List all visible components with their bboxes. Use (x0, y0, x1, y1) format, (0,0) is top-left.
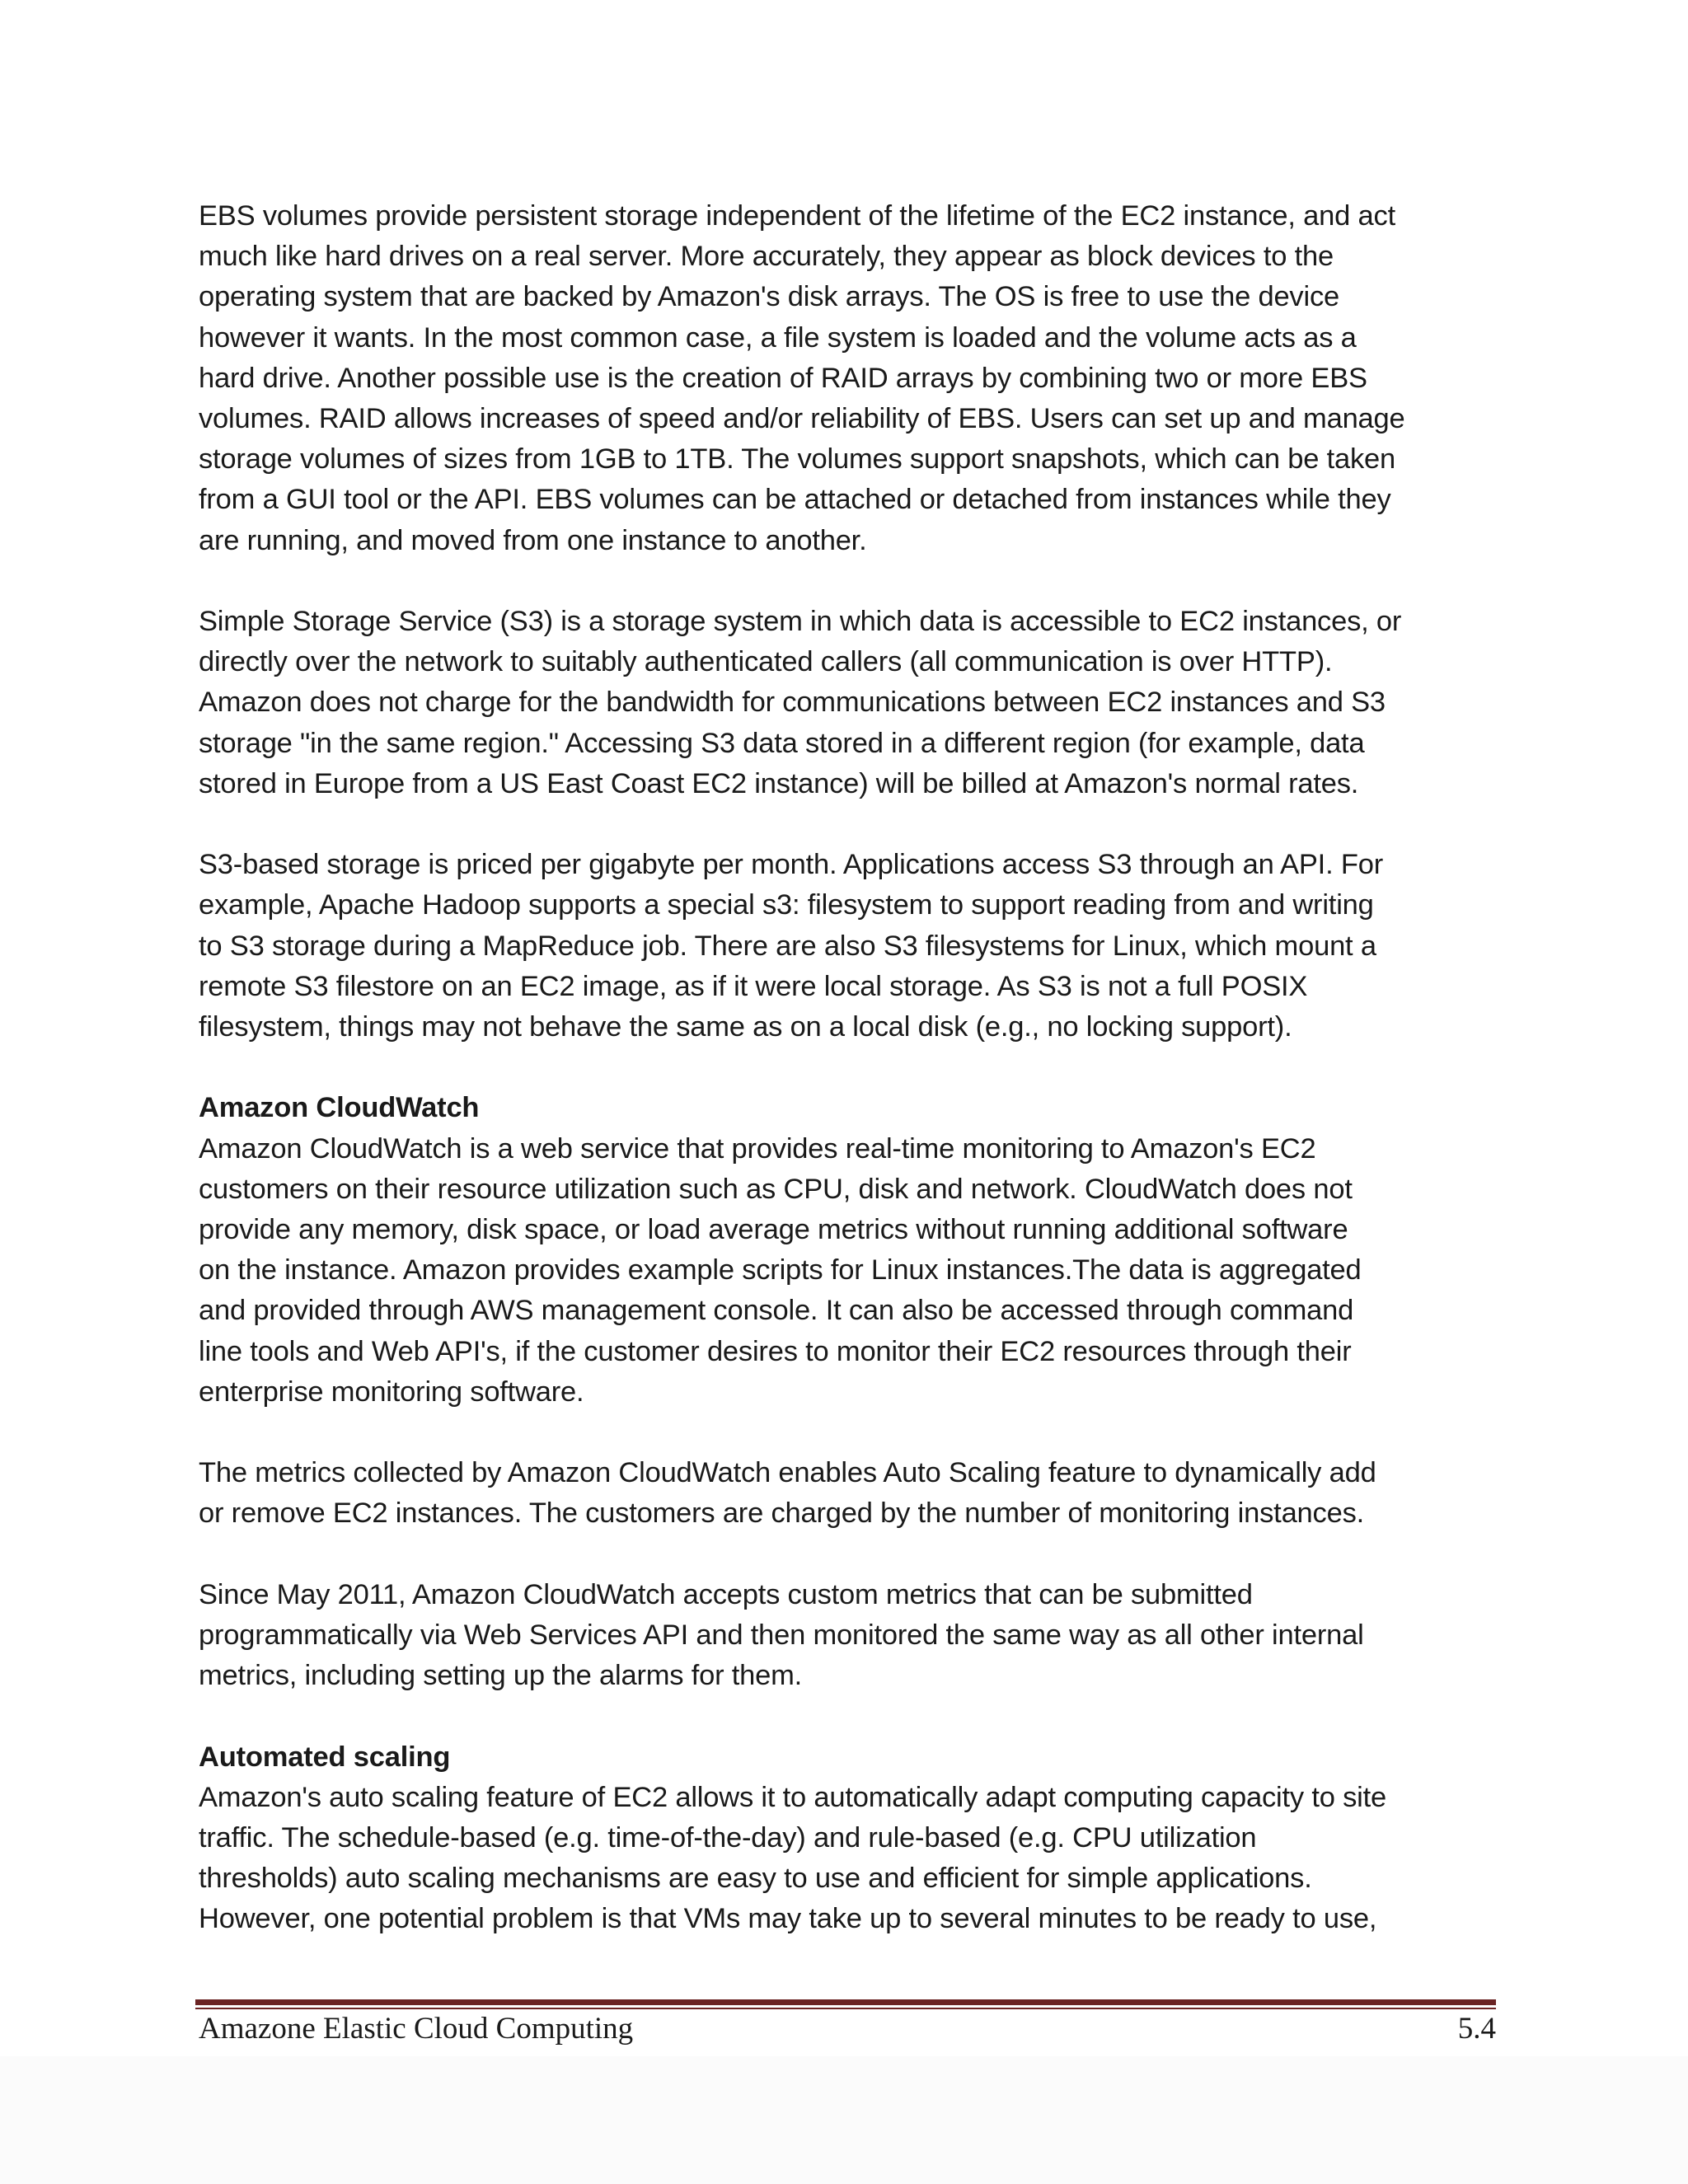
text-line: customers on their resource utilization such as CPU, disk and network. CloudWatch does not (199, 1173, 1353, 1205)
text-line: filesystem, things may not behave the same as on a local disk (e.g., no locking support). (199, 1011, 1292, 1043)
footer-divider-thin (195, 2008, 1496, 2009)
page-number: 5.4 (1457, 2012, 1496, 2046)
text-line: However, one potential problem is that VMs may take up to several minutes to be ready to use, (199, 1903, 1377, 1935)
text-line: programmatically via Web Services API and then monitored the same way as all other internal (199, 1619, 1364, 1652)
text-line: remote S3 filestore on an EC2 image, as if it were local storage. As S3 is not a full POSIX (199, 970, 1308, 1002)
text-line: traffic. The schedule-based (e.g. time-of-the-day) and rule-based (e.g. CPU utilization (199, 1822, 1257, 1854)
text-line: or remove EC2 instances. The customers are charged by the number of monitoring instances. (199, 1497, 1365, 1530)
section-heading: Automated scaling (199, 1741, 451, 1773)
page-footer (199, 2011, 1496, 2046)
document-body (199, 196, 1501, 1980)
text-line: The metrics collected by Amazon CloudWatch enables Auto Scaling feature to dynamically add (199, 1457, 1376, 1489)
paragraph (199, 1088, 1501, 1413)
text-line: are running, and moved from one instance to another. (199, 524, 867, 556)
text-line: provide any memory, disk space, or load average metrics without running additional software (199, 1214, 1348, 1246)
paragraph (199, 845, 1501, 1047)
text-line: stored in Europe from a US East Coast EC2 instance) will be billed at Amazon's normal rates. (199, 767, 1359, 799)
text-line: Simple Storage Service (S3) is a storage system in which data is accessible to EC2 instances, or (199, 606, 1402, 638)
text-line: operating system that are backed by Amazon's disk arrays. The OS is free to use the device (199, 281, 1339, 313)
page-bottom-margin (0, 2056, 1688, 2184)
text-line: much like hard drives on a real server. More accurately, they appear as block devices to the (199, 241, 1334, 273)
text-line: directly over the network to suitably authenticated callers (all communication is over HTTP). (199, 646, 1333, 678)
text-line: hard drive. Another possible use is the creation of RAID arrays by combining two or more EBS (199, 362, 1367, 394)
paragraph (199, 1575, 1501, 1697)
text-line: S3-based storage is priced per gigabyte per month. Applications access S3 through an API. For (199, 849, 1383, 881)
text-line: on the instance. Amazon provides example scripts for Linux instances.The data is aggregated (199, 1254, 1362, 1286)
text-line: EBS volumes provide persistent storage independent of the lifetime of the EC2 instance, and act (199, 200, 1395, 232)
text-line: thresholds) auto scaling mechanisms are easy to use and efficient for simple applications. (199, 1863, 1312, 1895)
text-line: volumes. RAID allows increases of speed and/or reliability of EBS. Users can set up and manage (199, 403, 1405, 435)
footer-divider-thick (195, 1999, 1496, 2005)
text-line: from a GUI tool or the API. EBS volumes can be attached or detached from instances while they (199, 484, 1391, 516)
text-line: to S3 storage during a MapReduce job. There are also S3 filesystems for Linux, which mount a (199, 930, 1376, 962)
text-line: storage volumes of sizes from 1GB to 1TB. The volumes support snapshots, which can be taken (199, 443, 1395, 476)
section-heading: Amazon CloudWatch (199, 1092, 480, 1124)
footer-title: Amazone Elastic Cloud Computing (199, 2012, 634, 2046)
text-line: Amazon CloudWatch is a web service that provides real-time monitoring to Amazon's EC2 (199, 1132, 1316, 1165)
paragraph (199, 1737, 1501, 1940)
text-line: line tools and Web API's, if the customer desires to monitor their EC2 resources through their (199, 1335, 1352, 1367)
text-line: Amazon does not charge for the bandwidth for communications between EC2 instances and S3 (199, 687, 1386, 719)
paragraph (199, 196, 1501, 561)
text-line: Amazon's auto scaling feature of EC2 allows it to automatically adapt computing capacity to site (199, 1781, 1386, 1813)
text-line: storage "in the same region." Accessing S3 data stored in a different region (for example, data (199, 727, 1365, 759)
paragraph (199, 602, 1501, 804)
text-line: example, Apache Hadoop supports a special s3: filesystem to support reading from and writing (199, 889, 1374, 921)
text-line: Since May 2011, Amazon CloudWatch accepts custom metrics that can be submitted (199, 1578, 1253, 1610)
paragraph (199, 1453, 1501, 1534)
text-line: metrics, including setting up the alarms for them. (199, 1660, 803, 1692)
footer-divider (195, 1999, 1496, 2009)
text-line: however it wants. In the most common case, a file system is loaded and the volume acts as a (199, 321, 1357, 354)
text-line: enterprise monitoring software. (199, 1376, 584, 1408)
text-line: and provided through AWS management console. It can also be accessed through command (199, 1295, 1354, 1327)
